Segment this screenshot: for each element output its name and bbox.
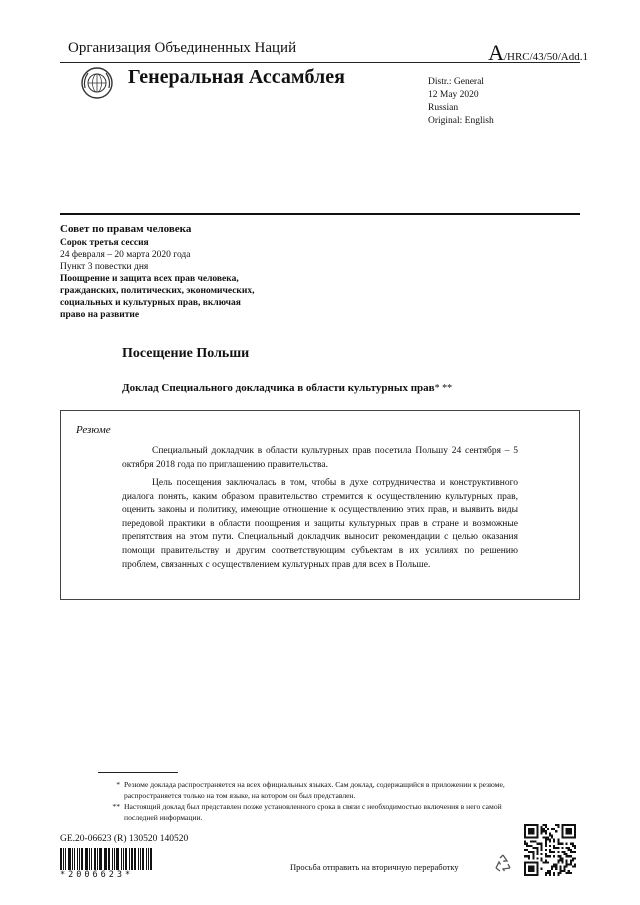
- session-meta: [60, 222, 300, 321]
- qr-module: [543, 830, 545, 832]
- barcode-bar: [108, 848, 110, 870]
- qr-module: [547, 872, 549, 874]
- qr-module: [528, 855, 530, 857]
- session-name: Сорок третья сессия: [60, 238, 149, 248]
- agenda-title-line: Поощрение и защита всех прав человека,: [60, 274, 239, 284]
- qr-module: [541, 859, 543, 861]
- barcode-bar: [94, 848, 96, 870]
- qr-module: [524, 824, 539, 826]
- qr-module: [559, 866, 561, 868]
- qr-module: [541, 832, 543, 834]
- agenda-title-line: социальных и культурных прав, включая: [60, 298, 241, 308]
- barcode-bar: [129, 848, 130, 870]
- qr-module: [557, 841, 559, 843]
- qr-module: [530, 851, 532, 853]
- qr-module: [541, 849, 543, 851]
- qr-module: [530, 841, 532, 843]
- qr-module: [536, 857, 538, 859]
- qr-module: [570, 872, 572, 874]
- qr-module: [568, 847, 570, 849]
- qr-module: [570, 855, 572, 857]
- qr-module: [564, 870, 566, 872]
- qr-module: [541, 853, 543, 855]
- qr-module: [526, 845, 528, 847]
- qr-module: [557, 855, 559, 857]
- qr-module: [572, 857, 574, 859]
- qr-module: [532, 853, 534, 855]
- qr-module: [547, 839, 549, 841]
- qr-module: [561, 847, 563, 849]
- qr-module: [553, 855, 555, 857]
- document-title: Посещение Польши: [122, 346, 250, 361]
- qr-module: [536, 824, 538, 839]
- qr-module: [555, 868, 557, 870]
- qr-module: [568, 864, 570, 866]
- qr-module: [532, 847, 534, 849]
- barcode-bar: [104, 848, 105, 870]
- qr-module: [572, 845, 574, 847]
- barcode-bar: [134, 848, 137, 870]
- qr-module: [559, 843, 561, 845]
- qr-module: [561, 870, 563, 872]
- qr-module: [557, 872, 559, 874]
- qr-module: [570, 859, 572, 861]
- qr-module: [545, 826, 547, 828]
- qr-module: [545, 832, 547, 834]
- qr-module: [541, 826, 543, 828]
- qr-module: [530, 845, 532, 847]
- qr-module: [557, 826, 559, 828]
- barcode-bar: [77, 848, 78, 870]
- qr-module: [551, 834, 553, 836]
- qr-module: [574, 866, 576, 868]
- qr-module: [532, 841, 534, 843]
- qr-module: [536, 849, 538, 851]
- qr-module: [528, 851, 530, 853]
- qr-module: [570, 861, 572, 863]
- barcode-bar: [112, 848, 113, 870]
- qr-module: [557, 847, 559, 849]
- paragraph-text: Цель посещения заключалась в том, чтобы в духе сотрудничества и конструктивного диалога понять, каким образом правительство стремится к осуществлению культурных прав, оценить законы и политику, имеющие отношение к осуществлению этих прав, и выявить виды передовой практики в области поощрения и защиты культурных прав в стране и возможные препятствия на этом пути. Специальный докладчик выносит рекомендации с целью оказания помощи правительству и другим соответствующим субъектам в их усилиях по решению проблем, связанных с осуществлением культурных прав для всех в Польше.: [122, 478, 518, 570]
- qr-module: [568, 849, 570, 851]
- qr-module: [566, 843, 568, 845]
- qr-module: [534, 841, 536, 843]
- footnotes: [98, 779, 528, 823]
- qr-module: [551, 836, 553, 838]
- qr-module: [549, 839, 551, 841]
- barcode: [60, 848, 154, 870]
- qr-module: [536, 843, 538, 845]
- qr-module: [564, 851, 566, 853]
- qr-module: [553, 872, 555, 874]
- qr-module: [555, 847, 557, 849]
- qr-module: [574, 864, 576, 866]
- barcode-bar: [97, 848, 98, 870]
- qr-module: [559, 872, 561, 874]
- distribution-info: [428, 76, 494, 128]
- barcode-bar: [148, 848, 149, 870]
- barcode-bar: [65, 848, 66, 870]
- qr-module: [545, 872, 547, 874]
- qr-module: [545, 861, 547, 863]
- qr-module: [545, 853, 547, 855]
- qr-module: [536, 851, 538, 853]
- qr-module: [549, 841, 551, 843]
- barcode-bar: [116, 848, 119, 870]
- section-rule: [60, 213, 580, 215]
- qr-module: [574, 824, 576, 839]
- paragraph-indent: [122, 446, 152, 456]
- qr-module: [566, 855, 568, 857]
- footnote-marks: * **: [434, 383, 453, 394]
- barcode-bar: [146, 848, 147, 870]
- summary-paragraph: [122, 445, 518, 472]
- qr-module: [541, 857, 543, 859]
- qr-module: [536, 853, 538, 855]
- qr-module: [572, 866, 574, 868]
- agenda-title-line: гражданских, политических, экономических,: [60, 286, 255, 296]
- qr-module: [545, 836, 547, 838]
- qr-module: [551, 866, 553, 868]
- qr-module: [557, 874, 559, 876]
- qr-module: [566, 828, 572, 834]
- un-emblem-icon: [80, 66, 114, 100]
- qr-module: [559, 870, 561, 872]
- barcode-bar: [63, 848, 64, 870]
- qr-module: [566, 866, 568, 868]
- qr-module: [528, 866, 534, 872]
- qr-module: [566, 859, 568, 861]
- qr-module: [570, 849, 572, 851]
- qr-module: [557, 839, 559, 841]
- document-number: GE.20-06623 (R) 130520 140520: [60, 834, 189, 844]
- qr-module: [549, 834, 551, 836]
- qr-module: [555, 866, 557, 868]
- paragraph-indent: [122, 478, 152, 488]
- qr-module: [564, 866, 566, 868]
- qr-module: [561, 843, 563, 845]
- qr-module: [564, 853, 566, 855]
- qr-module: [574, 857, 576, 859]
- qr-module: [572, 851, 574, 853]
- qr-module: [566, 861, 568, 863]
- qr-module: [553, 864, 555, 866]
- barcode-bar: [125, 848, 127, 870]
- qr-module: [559, 859, 561, 861]
- qr-module: [545, 830, 547, 832]
- qr-module: [543, 861, 545, 863]
- qr-module: [541, 843, 543, 845]
- qr-module: [524, 861, 539, 863]
- barcode-bar: [121, 848, 122, 870]
- qr-module: [561, 861, 563, 863]
- distr-original: Original: English: [428, 116, 494, 126]
- qr-module: [528, 845, 530, 847]
- qr-module: [574, 851, 576, 853]
- symbol-code: /HRC/43/50/Add.1: [503, 51, 588, 63]
- qr-module: [559, 857, 561, 859]
- barcode-bar: [114, 848, 115, 870]
- qr-module: [553, 847, 555, 849]
- qr-module: [561, 836, 576, 838]
- barcode-bar: [140, 848, 141, 870]
- qr-module: [528, 857, 530, 859]
- qr-module: [545, 849, 547, 851]
- qr-module: [574, 845, 576, 847]
- qr-module: [541, 828, 543, 830]
- qr-module: [545, 839, 547, 841]
- barcode-bar: [150, 848, 152, 870]
- paragraph-text: Специальный докладчик в области культурных прав посетила Польшу 24 сентября – 5 октября 2018 года по приглашению правительства.: [122, 446, 518, 470]
- qr-code-icon: [524, 824, 576, 876]
- qr-module: [566, 864, 568, 866]
- qr-module: [543, 836, 545, 838]
- qr-module: [570, 843, 572, 845]
- qr-module: [549, 855, 551, 857]
- qr-module: [547, 836, 549, 838]
- qr-module: [551, 868, 553, 870]
- qr-module: [561, 851, 563, 853]
- qr-module: [524, 843, 526, 845]
- qr-module: [561, 824, 576, 826]
- qr-module: [551, 851, 553, 853]
- qr-module: [564, 868, 566, 870]
- qr-module: [559, 855, 561, 857]
- qr-module: [532, 855, 534, 857]
- qr-module: [526, 843, 528, 845]
- footnote-mark: *: [116, 780, 120, 789]
- qr-module: [545, 843, 547, 845]
- qr-module: [541, 830, 543, 832]
- qr-module: [553, 828, 555, 830]
- barcode-bar: [79, 848, 80, 870]
- qr-module: [574, 847, 576, 849]
- barcode-bar: [89, 848, 90, 870]
- footnote-rule: [98, 772, 178, 773]
- qr-module: [536, 861, 538, 876]
- qr-module: [524, 841, 526, 843]
- session-dates: 24 февраля – 20 марта 2020 года: [60, 250, 191, 260]
- distr-language: Russian: [428, 103, 459, 113]
- barcode-bar: [74, 848, 76, 870]
- qr-module: [526, 849, 528, 851]
- qr-module: [553, 845, 555, 847]
- qr-module: [555, 864, 557, 866]
- qr-module: [545, 841, 547, 843]
- qr-module: [557, 861, 559, 863]
- qr-module: [557, 859, 559, 861]
- qr-module: [549, 849, 551, 851]
- barcode-bar: [131, 848, 133, 870]
- qr-module: [553, 866, 555, 868]
- qr-module: [524, 836, 539, 838]
- barcode-number: *2006623*: [60, 870, 134, 880]
- qr-module: [524, 874, 539, 876]
- recycle-icon: [492, 852, 514, 874]
- qr-module: [568, 855, 570, 857]
- qr-module: [528, 828, 534, 834]
- qr-module: [541, 845, 543, 847]
- qr-module: [561, 859, 563, 861]
- barcode-bar: [138, 848, 139, 870]
- barcode-bar: [60, 848, 62, 870]
- qr-module: [524, 824, 526, 839]
- barcode-bar: [85, 848, 88, 870]
- barcode-bar: [72, 848, 73, 870]
- qr-module: [553, 839, 555, 841]
- distr-date: 12 May 2020: [428, 90, 479, 100]
- qr-module: [545, 855, 547, 857]
- qr-module: [526, 855, 528, 857]
- recycle-note: Просьба отправить на вторичную переработку: [290, 862, 459, 872]
- qr-module: [547, 861, 549, 863]
- qr-module: [547, 870, 549, 872]
- qr-module: [549, 872, 551, 874]
- qr-module: [572, 843, 574, 845]
- qr-module: [549, 832, 551, 834]
- qr-module: [555, 830, 557, 832]
- qr-module: [553, 851, 555, 853]
- qr-module: [549, 845, 551, 847]
- footnote: [98, 779, 528, 801]
- qr-module: [555, 824, 557, 826]
- qr-module: [570, 864, 572, 866]
- qr-module: [551, 828, 553, 830]
- qr-module: [549, 851, 551, 853]
- qr-module: [557, 851, 559, 853]
- header-rule: [60, 62, 580, 63]
- qr-module: [553, 841, 555, 843]
- barcode-bar: [142, 848, 144, 870]
- qr-module: [539, 843, 541, 845]
- summary-paragraph: [122, 477, 518, 572]
- qr-module: [553, 874, 555, 876]
- footnote-text: Настоящий доклад был представлен позже установленного срока в связи с необходимостью включения в него самой последней информации.: [124, 802, 502, 822]
- qr-module: [545, 874, 547, 876]
- qr-module: [557, 843, 559, 845]
- barcode-bar: [99, 848, 102, 870]
- qr-module: [532, 851, 534, 853]
- qr-module: [557, 824, 559, 826]
- qr-module: [547, 828, 549, 830]
- qr-module: [566, 872, 568, 874]
- qr-module: [541, 868, 543, 870]
- qr-module: [568, 870, 570, 872]
- qr-module: [568, 872, 570, 874]
- qr-module: [534, 847, 536, 849]
- barcode-bar: [91, 848, 92, 870]
- qr-module: [532, 857, 534, 859]
- qr-module: [570, 851, 572, 853]
- agenda-item: Пункт 3 повестки дня: [60, 262, 149, 272]
- symbol-letter: A: [488, 40, 504, 65]
- qr-module: [561, 824, 563, 839]
- qr-module: [543, 828, 545, 830]
- summary-label: Резюме: [76, 424, 111, 436]
- qr-module: [545, 845, 547, 847]
- qr-module: [545, 859, 547, 861]
- qr-module: [524, 861, 526, 876]
- agenda-title-line: право на развитие: [60, 310, 140, 320]
- qr-module: [547, 855, 549, 857]
- barcode-bar: [105, 848, 107, 870]
- footnote-text: Резюме доклада распространяется на всех официальных языках. Сам доклад, содержащийся в приложении к резюме, распространяется только на том языке, на котором он был представлен.: [124, 780, 505, 800]
- organization-name: Организация Объединенных Наций: [68, 40, 297, 56]
- barcode-bar: [123, 848, 124, 870]
- qr-module: [572, 859, 574, 861]
- barcode-bar: [81, 848, 83, 870]
- council-name: Совет по правам человека: [60, 223, 192, 235]
- qr-module: [566, 853, 568, 855]
- qr-module: [541, 847, 543, 849]
- footnote: [98, 801, 528, 823]
- assembly-title: Генеральная Ассамблея: [128, 66, 345, 88]
- subtitle-text: Доклад Специального докладчика в области культурных прав: [122, 382, 435, 394]
- qr-module: [536, 847, 538, 849]
- qr-module: [543, 824, 545, 826]
- qr-module: [549, 870, 551, 872]
- qr-module: [561, 857, 563, 859]
- qr-module: [524, 849, 526, 851]
- qr-module: [545, 824, 547, 826]
- qr-module: [549, 874, 551, 876]
- qr-module: [524, 855, 526, 857]
- barcode-bar: [68, 848, 71, 870]
- footnote-mark: **: [112, 802, 120, 811]
- distr-line: Distr.: General: [428, 77, 484, 87]
- document-subtitle: [122, 382, 452, 394]
- qr-module: [566, 847, 568, 849]
- qr-module: [559, 868, 561, 870]
